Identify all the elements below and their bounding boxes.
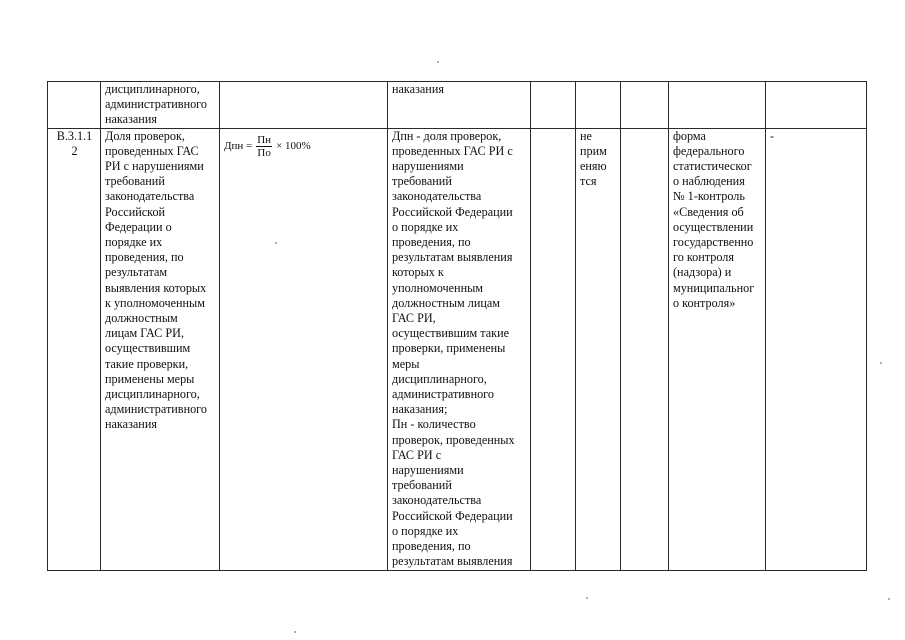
cell-source bbox=[669, 82, 766, 129]
cell-code bbox=[48, 128, 101, 570]
cell-formula bbox=[220, 82, 388, 129]
cell-empty-2 bbox=[621, 128, 669, 570]
cell-empty-2 bbox=[621, 82, 669, 129]
source-text: форма федерального статистическог о наблюдения № 1-контроль «Сведения об осуществлении государственно го контроля (надзора) и муниципальног о контроля» bbox=[673, 128, 755, 310]
cell-name bbox=[101, 128, 220, 570]
cell-code bbox=[48, 82, 101, 129]
last-text: - bbox=[770, 128, 775, 143]
cell-source bbox=[669, 128, 766, 570]
indicator-name-text: дисциплинарного, административного наказания bbox=[105, 82, 207, 127]
cell-formula bbox=[220, 128, 388, 570]
cell-description bbox=[388, 128, 531, 570]
cell-description bbox=[388, 82, 531, 129]
scan-speck bbox=[294, 631, 296, 633]
scan-speck bbox=[880, 362, 882, 364]
scan-speck bbox=[888, 598, 890, 600]
scan-speck bbox=[275, 242, 277, 244]
cell-last bbox=[766, 128, 867, 570]
cell-name bbox=[101, 82, 220, 129]
indicator-table bbox=[47, 81, 867, 571]
applicability-text: не прим еняю тся bbox=[580, 128, 607, 189]
formula-denominator: По bbox=[257, 146, 271, 159]
cell-applicability bbox=[576, 128, 621, 570]
formula-lhs: Дпн = bbox=[224, 139, 253, 152]
indicator-name-text: Доля проверок, проведенных ГАС РИ с нарушениями требований законодательства Российской Федерации о порядке их проведения, по результатам выявления которых к уполномоченным должностным лицам ГАС РИ, осуществившим такие проверки, применены меры дисциплинарного, административного наказания bbox=[105, 128, 207, 432]
scan-speck bbox=[437, 61, 439, 63]
indicator-code: В.3.1.1 2 bbox=[56, 128, 93, 158]
cell-applicability bbox=[576, 82, 621, 129]
table-row bbox=[48, 82, 867, 129]
cell-empty-1 bbox=[531, 128, 576, 570]
scan-speck bbox=[586, 597, 588, 599]
formula-fraction bbox=[256, 134, 272, 159]
cell-empty-1 bbox=[531, 82, 576, 129]
cell-last bbox=[766, 82, 867, 129]
table-row bbox=[48, 128, 867, 570]
formula-numerator: Пн bbox=[257, 133, 272, 146]
formula bbox=[224, 129, 311, 159]
description-text: Дпн - доля проверок, проведенных ГАС РИ с нарушениями требований законодательства Российской Федерации о порядке их проведения, по результатам выявления которых к уполномоченным должностным лицам ГАС РИ, осуществившим такие проверки, применены меры дисциплинарного, административного наказания; Пн - количество проверок, проведенных ГАС РИ с нарушениями требований законодательства Российской Федерации о порядке их проведения, по результатам выявления bbox=[392, 128, 515, 569]
description-text: наказания bbox=[392, 82, 444, 96]
formula-rhs: × 100% bbox=[276, 139, 311, 152]
